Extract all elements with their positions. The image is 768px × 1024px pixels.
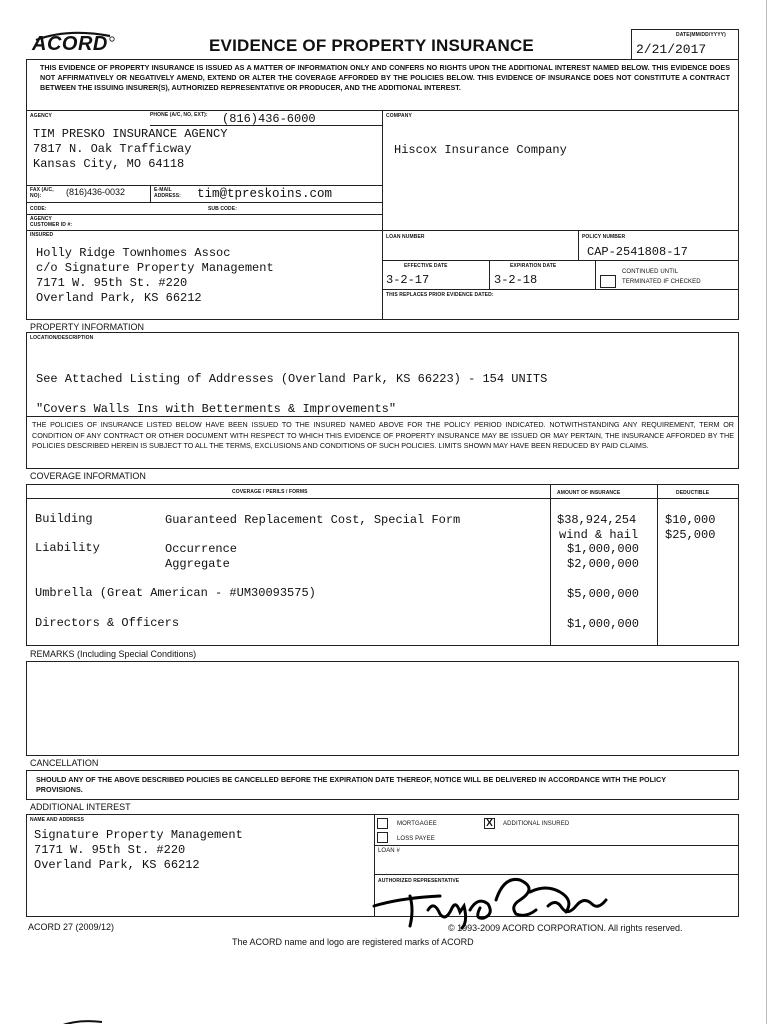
coverage-col-header: COVERAGE / PERILS / FORMS	[232, 489, 308, 495]
insured-label: INSURED	[30, 232, 54, 238]
remarks-section-title: REMARKS (Including Special Conditions)	[30, 649, 197, 659]
coverage-liability: Liability	[35, 541, 100, 555]
location-label: LOCATION/DESCRIPTION	[30, 335, 94, 341]
acord-logo-text: ACORD	[32, 33, 108, 55]
next-page-swoosh-icon	[58, 1017, 108, 1024]
loss-payee-checkbox[interactable]	[377, 832, 388, 843]
policy-number-label: POLICY NUMBER	[582, 234, 626, 240]
expiration-date-label: EXPIRATION DATE	[510, 263, 557, 269]
code-label: CODE:	[30, 206, 47, 212]
effective-date-label: EFFECTIVE DATE	[404, 263, 448, 269]
insured-line-4: Overland Park, KS 66212	[36, 291, 202, 305]
loss-payee-label: LOSS PAYEE	[397, 836, 435, 842]
agency-address-2: Kansas City, MO 64118	[33, 157, 185, 171]
loan-hash-label: LOAN #	[378, 848, 400, 854]
form-id: ACORD 27 (2009/12)	[28, 922, 115, 932]
expiration-date: 3-2-18	[494, 273, 538, 287]
disclaimer-text: THIS EVIDENCE OF PROPERTY INSURANCE IS ISSUED AS A MATTER OF INFORMATION ONLY AND CONFERS NO RIGHTS UPON THE ADDITIONAL INTEREST NAMED BELOW. THIS EVIDENCE DOES NOT AFFIRMATIVELY OR NEGATIVELY AMEND, EXTEND OR ALTER THE COVERAGE AFFORDED BY THE POLICIES BELOW. THIS EVIDENCE OF INSURANCE DOES NOT CONSTITUTE A CONTRACT BETWEEN THE ISSUING INSURER(S), AUTHORIZED REPRESENTATIVE OR PRODUCER, AND THE ADDITIONAL INTEREST.	[40, 63, 730, 92]
phone-label: PHONE (A/C, NO, EXT):	[150, 112, 208, 118]
continued-label-1: CONTINUED UNTIL	[622, 269, 679, 275]
additional-interest-title: ADDITIONAL INTEREST	[30, 802, 131, 812]
agency-label: AGENCY	[30, 113, 52, 119]
trademark-notice: The ACORD name and logo are registered marks of ACORD	[232, 937, 474, 947]
insured-name: Holly Ridge Townhomes Assoc	[36, 246, 231, 260]
aggregate-amount: $2,000,000	[567, 557, 640, 571]
coverage-umbrella: Umbrella (Great American - #UM30093575)	[35, 586, 316, 600]
mortgagee-label: MORTGAGEE	[397, 821, 437, 827]
interest-name: Signature Property Management	[34, 828, 243, 842]
additional-insured-label: ADDITIONAL INSURED	[503, 821, 570, 827]
cancellation-text: SHOULD ANY OF THE ABOVE DESCRIBED POLICIES BE CANCELLED BEFORE THE EXPIRATION DATE THEREOF, NOTICE WILL BE DELIVERED IN ACCORDANCE WITH THE POLICY PROVISIONS.	[36, 775, 666, 794]
building-amount: $38,924,254	[557, 513, 637, 527]
date-label: DATE(MM/DD/YYYY)	[676, 32, 726, 38]
property-description: "Covers Walls Ins with Betterments & Improvements"	[36, 402, 397, 416]
policies-statement: THE POLICIES OF INSURANCE LISTED BELOW HAVE BEEN ISSUED TO THE INSURED NAMED ABOVE FOR THE POLICY PERIOD INDICATED. NOTWITHSTANDING ANY REQUIREMENT, TERM OR CONDITION OF ANY CONTRACT OR OTHER DOCUMENT WITH RESPECT TO WHICH THIS EVIDENCE OF PROPERTY INSURANCE MAY BE ISSUED OR MAY PERTAIN, THE INSURANCE AFFORDED BY THE POLICIES DESCRIBED HEREIN IS SUBJECT TO ALL THE TERMS, EXCLUSIONS AND CONDITIONS OF SUCH POLICIES. LIMITS SHOWN MAY HAVE BEEN REDUCED BY PAID CLAIMS.	[32, 420, 734, 450]
continued-until-checkbox[interactable]	[600, 275, 616, 288]
customer-id-label: AGENCY CUSTOMER ID #:	[30, 216, 73, 228]
scan-edge	[766, 0, 767, 1024]
mortgagee-checkbox[interactable]	[377, 818, 388, 829]
copyright: © 1993-2009 ACORD CORPORATION. All rights reserved.	[448, 923, 683, 933]
cancellation-section-title: CANCELLATION	[30, 758, 99, 768]
date-value: 2/21/2017	[636, 42, 707, 57]
signature-image	[370, 870, 620, 930]
amount-col-header: AMOUNT OF INSURANCE	[557, 490, 621, 496]
additional-insured-checkbox[interactable]: X	[484, 818, 495, 829]
wind-hail-label: wind & hail	[559, 528, 639, 542]
authorized-rep-label: AUTHORIZED REPRESENTATIVE	[378, 878, 460, 884]
agency-phone: (816)436-6000	[222, 112, 316, 126]
insured-line-3: 7171 W. 95th St. #220	[36, 276, 188, 290]
interest-address-1: 7171 W. 95th St. #220	[34, 843, 186, 857]
deductible-col-header: DEDUCTIBLE	[676, 490, 710, 496]
coverage-occurrence: Occurrence	[165, 542, 238, 556]
remarks-box	[26, 661, 739, 756]
email-label: E-MAIL ADDRESS:	[154, 187, 181, 199]
coverage-directors: Directors & Officers	[35, 616, 180, 630]
agency-fax: (816)436-0032	[66, 187, 126, 197]
wind-hail-deductible: $25,000	[665, 528, 716, 542]
handwritten-signature-icon	[370, 870, 620, 930]
directors-amount: $1,000,000	[567, 617, 640, 631]
occurrence-amount: $1,000,000	[567, 542, 640, 556]
continued-label-2: TERMINATED IF CHECKED	[622, 279, 701, 285]
building-deductible: $10,000	[665, 513, 716, 527]
coverage-building: Building	[35, 512, 93, 526]
coverage-building-desc: Guaranteed Replacement Cost, Special Form	[165, 513, 461, 527]
name-address-label: NAME AND ADDRESS	[30, 817, 85, 823]
property-section-title: PROPERTY INFORMATION	[30, 322, 145, 332]
fax-label: FAX (A/C, NO):	[30, 187, 54, 199]
subcode-label: SUB CODE:	[208, 206, 237, 212]
insured-line-2: c/o Signature Property Management	[36, 261, 274, 275]
loan-number-label: LOAN NUMBER	[386, 234, 425, 240]
interest-address-2: Overland Park, KS 66212	[34, 858, 200, 872]
replaces-label: THIS REPLACES PRIOR EVIDENCE DATED:	[386, 292, 494, 298]
policy-number: CAP-2541808-17	[587, 245, 688, 259]
company-label: COMPANY	[386, 113, 412, 119]
page-title: EVIDENCE OF PROPERTY INSURANCE	[209, 36, 534, 55]
company-name: Hiscox Insurance Company	[394, 143, 567, 157]
umbrella-amount: $5,000,000	[567, 587, 640, 601]
coverage-section-title: COVERAGE INFORMATION	[30, 471, 146, 481]
coverage-aggregate: Aggregate	[165, 557, 230, 571]
next-page-logo-fragment	[58, 1014, 108, 1024]
agency-email: tim@tpreskoins.com	[197, 187, 333, 201]
effective-date: 3-2-17	[386, 273, 430, 287]
agency-name: TIM PRESKO INSURANCE AGENCY	[33, 127, 228, 141]
agency-address-1: 7817 N. Oak Trafficway	[33, 142, 192, 156]
property-location: See Attached Listing of Addresses (Overland Park, KS 66223) - 154 UNITS	[36, 372, 548, 386]
